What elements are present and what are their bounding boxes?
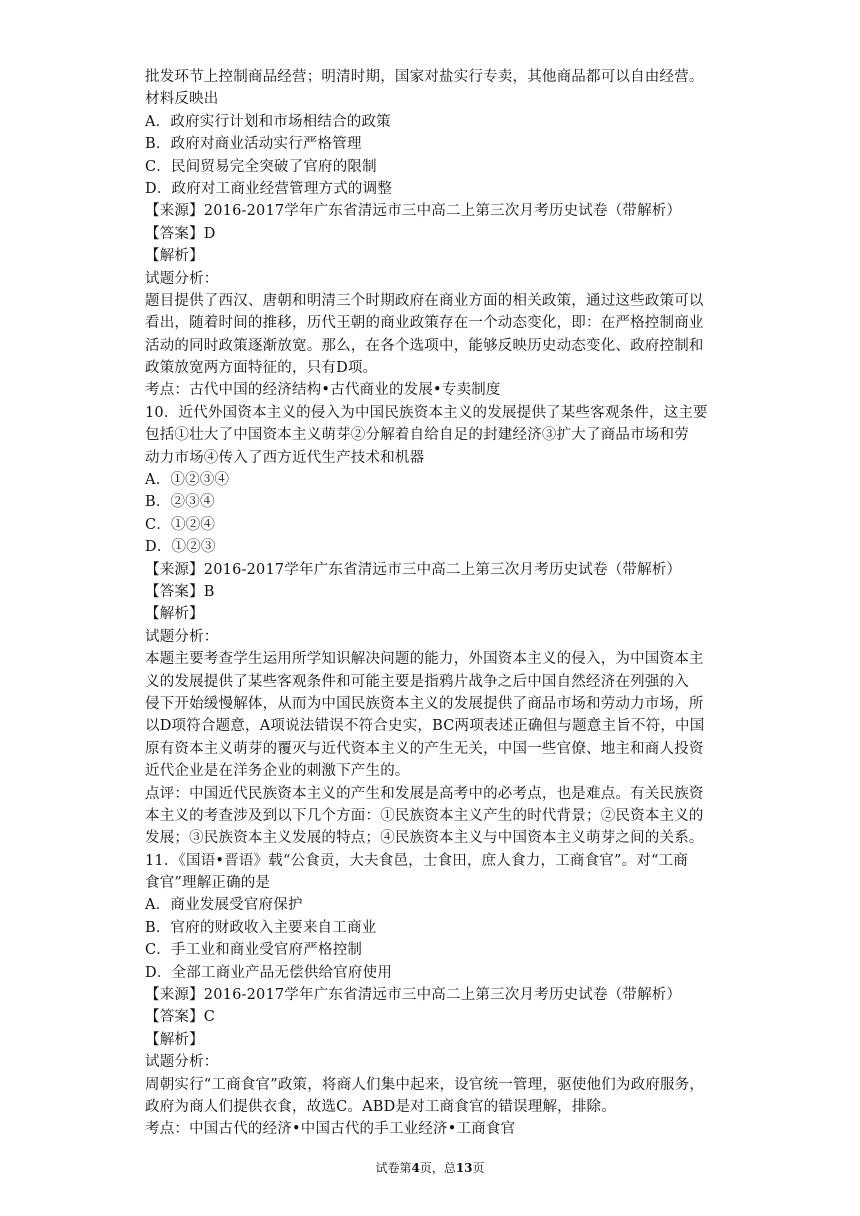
text-line: 材料反映出 bbox=[145, 91, 219, 108]
footer-page-number: 4 bbox=[411, 1161, 420, 1175]
option-d: D．政府对工商业经营管理方式的调整 bbox=[145, 180, 393, 197]
text-line: 看出，随着时间的推移，历代王朝的商业政策存在一个动态变化，即：在严格控制商业 bbox=[145, 315, 704, 332]
text-line: 活动的同时政策逐渐放宽。那么，在各个选项中，能够反映历史动态变化、政府控制和 bbox=[145, 337, 704, 354]
text-line: 以D项符合题意，A项说法错误不符合史实，BC两项表述正确但与题意主旨不符，中国 bbox=[145, 718, 705, 735]
footer-total-pages: 13 bbox=[455, 1161, 473, 1175]
option-c: C．手工业和商业受官府严格控制 bbox=[145, 942, 363, 959]
option-c: C．民间贸易完全突破了官府的限制 bbox=[145, 158, 377, 175]
page-footer bbox=[0, 1160, 860, 1176]
answer-line: 【答案】C bbox=[145, 1009, 216, 1026]
text-line: 义的发展提供了某些客观条件和可能主要是指鸦片战争之后中国自然经济在列强的入 bbox=[145, 673, 689, 690]
option-a: A．①②③④ bbox=[145, 472, 230, 489]
option-b: B．②③④ bbox=[145, 494, 215, 511]
key-point-line: 考点：中国古代的经济•中国古代的手工业经济•工商食官 bbox=[145, 1121, 516, 1138]
option-c: C．①②④ bbox=[145, 516, 216, 533]
analysis-heading: 【解析】 bbox=[145, 606, 204, 623]
text-line: 近代企业是在洋务企业的刺激下产生的。 bbox=[145, 763, 410, 780]
option-b: B．官府的财政收入主要来自工商业 bbox=[145, 919, 377, 936]
analysis-heading: 【解析】 bbox=[145, 1031, 204, 1048]
text-line: 侵下开始缓慢解体，从而为中国民族资本主义的发展提供了商品市场和劳动力市场，所 bbox=[145, 695, 704, 712]
text-line: 动力市场④传入了西方近代生产技术和机器 bbox=[145, 449, 425, 466]
document-body bbox=[145, 66, 725, 1141]
text-line: 批发环节上控制商品经营；明清时期，国家对盐实行专卖，其他商品都可以自由经营。 bbox=[145, 69, 704, 85]
text-line: 发展；③民族资本主义发展的特点；④民族资本主义与中国资本主义萌芽之间的关系。 bbox=[145, 830, 704, 847]
key-point-line: 考点：古代中国的经济结构•古代商业的发展•专卖制度 bbox=[145, 382, 501, 399]
question-11: 11．《国语•晋语》载“公食贡，大夫食邑，士食田，庶人食力，工商食官”。对“工商 bbox=[145, 852, 688, 869]
analysis-label: 试题分析： bbox=[145, 270, 219, 287]
text-line: 政策放宽两方面特征的，只有D项。 bbox=[145, 360, 378, 377]
answer-line: 【答案】B bbox=[145, 583, 215, 600]
footer-middle: 页，总 bbox=[419, 1161, 456, 1175]
text-line: 周朝实行“工商食官”政策，将商人们集中起来，设官统一管理，驱使他们为政府服务， bbox=[145, 1076, 705, 1093]
text-line: 题目提供了西汉、唐朝和明清三个时期政府在商业方面的相关政策，通过这些政策可以 bbox=[145, 292, 704, 309]
text-line: 包括①壮大了中国资本主义萌芽②分解着自给自足的封建经济③扩大了商品市场和劳 bbox=[145, 427, 689, 444]
text-line: 本题主要考查学生运用所学知识解决问题的能力，外国资本主义的侵入，为中国资本主 bbox=[145, 651, 704, 668]
source-line: 【来源】2016-2017学年广东省清远市三中高二上第三次月考历史试卷（带解析） bbox=[145, 203, 682, 220]
text-line: 原有资本主义萌芽的覆灭与近代资本主义的产生无关，中国一些官僚、地主和商人投资 bbox=[145, 740, 704, 757]
option-a: A．政府实行计划和市场相结合的政策 bbox=[145, 113, 391, 130]
text-line: 本主义的考查涉及到以下几个方面：①民族资本主义产生的时代背景；②民资本主义的 bbox=[145, 807, 704, 824]
comment-line: 点评：中国近代民族资本主义的产生和发展是高考中的必考点，也是难点。有关民族资 bbox=[145, 785, 704, 802]
answer-line: 【答案】D bbox=[145, 225, 216, 242]
option-b: B．政府对商业活动实行严格管理 bbox=[145, 136, 362, 153]
source-line: 【来源】2016-2017学年广东省清远市三中高二上第三次月考历史试卷（带解析） bbox=[145, 987, 682, 1004]
footer-prefix: 试卷第 bbox=[375, 1161, 412, 1175]
text-line: 政府为商人们提供衣食，故选C。ABD是对工商食官的错误理解，排除。 bbox=[145, 1098, 616, 1115]
analysis-label: 试题分析： bbox=[145, 628, 219, 645]
option-a: A．商业发展受官府保护 bbox=[145, 897, 303, 914]
option-d: D．全部工商业产品无偿供给官府使用 bbox=[145, 964, 393, 981]
footer-suffix: 页 bbox=[472, 1161, 485, 1175]
analysis-heading: 【解析】 bbox=[145, 248, 204, 265]
source-line: 【来源】2016-2017学年广东省清远市三中高二上第三次月考历史试卷（带解析） bbox=[145, 561, 682, 578]
option-d: D．①②③ bbox=[145, 539, 216, 556]
question-10: 10．近代外国资本主义的侵入为中国民族资本主义的发展提供了某些客观条件，这主要 bbox=[145, 404, 708, 421]
analysis-label: 试题分析： bbox=[145, 1054, 219, 1071]
text-line: 食官”理解正确的是 bbox=[145, 875, 271, 892]
